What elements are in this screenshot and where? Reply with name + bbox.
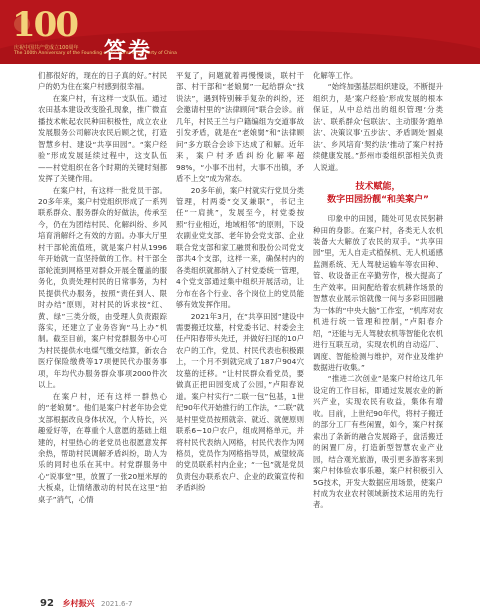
article-column-2: [176, 70, 304, 494]
page-header: [0, 0, 480, 64]
section-title: 答卷: [104, 39, 153, 64]
section-subheading: [313, 181, 443, 207]
paragraph: 20多年前，案户村就实行党员分类管理，村两委“交叉兼职”，书记主任“一肩挑”，发展至今，村党委按照“行业相近，地域相邻”的原则，下设农副业党支部、老年协会党支部、企业联合党支部和家工融贯和股份公司党支部共4个支部，这样一来，确保村内的各类组织就都纳入了村党委统一管理，4个党支部通过集中组织开展活动，让分布在各个行业、各个岗位上的党员能够有效发挥作用。: [176, 185, 304, 310]
centenary-logo-caption-en: The 100th Anniversary of the Founding of the Communist Party of China: [14, 51, 177, 56]
subheading-line-1: 技术赋能，: [355, 182, 401, 193]
subheading-line-2: 数字田园扮靓“和美案户”: [327, 195, 429, 206]
issue-date: 2021.6-7: [101, 600, 133, 608]
paragraph: 在案户村，还有这样一群热心的“老娘舅”。他们是案户村老年协会党支部根据改良身体状况，个人特长，兴趣爱好等，在尊重个人意愿的基础上组建的，村里热心的老党员也很愿意发挥余热，帮助村民调解矛盾纠纷，助人为乐的同时也乐在其中。村党群服务中心“说事堂”里，放置了一张20厘米厚的大板桌，让情绪激动的村民在这里“拍桌子”消气，心情: [38, 391, 167, 504]
centenary-logo-number: 100: [12, 5, 77, 45]
centenary-logo-caption: 庆祝中国共产党成立100周年: [14, 45, 79, 51]
paragraph: 们都很好的，现在的日子真的好。”村民户的奶为住在案户村感到很幸福。: [38, 71, 167, 92]
paragraph: 在案户村，有这样一支队伍。通过农田基本建设改变脸孔现象，推广微直播技术帐起农民种田积极性，成立农业发展服务公司解决农民后顾之忧，打造智慧乡村、建设“共享田园”。“案户经验”形成发展延续过程中，这支队伍——村党组织在各个时期的关键时刻都发挥了关键作用。: [38, 93, 167, 184]
paragraph: 2021年3月，在“共享田园”建设中需要搬迁坟墓，村党委书记、村委会主任卢阳春带头先迁，并做好扫尾的10户农户的工作，党员、村民代表也积极跟上，一个月不到就完成了187户904穴坟墓的迁移。“让村民群众看党员，要做真正把田园变成了公园，”卢阳春说道。案户村实行“二联一包”包基，1世纪90年代开始推行的工作法，“二联”就是村里党员按照就亲、就近、就便原则联系6~10户农户，组成网格单元，并将村民代表纳入网格，村民代表作为网格员，党员作为网格指导员，威望较高的党员联系村内企业；“一包”就是党员负责包办联系农户、企业的政策宣传和矛盾纠纷: [176, 311, 304, 493]
paragraph: 印象中的田园，随处可见农民躬耕种田的身影。在案户村，各类无人农机装备大大解放了农民的双手。“共享田园”里，无人自走式植保机、无人机遥感监测系统、无人驾驶运输车等农田种、管、收设备正在辛勤劳作，极大提高了生产效率。田间配给着农机耕作场景的智慧农业展示馆就像一间与多彩田园融为一体的“中央大脑”工作室，“机库对农机进行统一管理和控制，”卢阳春介绍，“还能与无人驾驶农机等智能化农机进行互联互动，实现农机的自动巡厂、调度、智能检测与维护，对作业及维护数据进行收集。”: [313, 214, 443, 372]
paragraph: 平复了，问题就着再慢慢谈，联村干部、村干部和“老娘舅”一起给群众“找说法”，遇到特别棘手复杂的纠纷，还会邀请村里的“法律顾问”联合会诊。前几年，村民王兰与户籍编组为交道事故引发矛盾，就是在“老娘舅”和“法律顾问”多方联合会诊下达成了和解。近年来，案户村矛盾纠纷化解率超98%，“小事不出村，大事不出镇，矛盾不上交”成为常态。: [176, 71, 304, 184]
paragraph: 在案户村，有这样一批党员干部。20多年来，案户村党组织形成了一系列联系群众、服务群众的好做法，传承至今，仍在为团结村民、化解纠纷、乡风培育消解纤之有效的方面。办事大厅里村干部轮流值班，就是案户村从1996年开始就一直坚持做的工作。村干部全部轮流到网格里对群众开展全覆盖的服务化，负责处理村民的日常事务，为村民提供代办服务，按照“责任到人、限时办结”原则，对村民的诉求按“红、黄、绿”三类分级，由受理人负责跟踪落实，还建立了业务咨询“马上办”机制。截至目前，案户村党群服务中心可为村民提供水电煤气缴交结算，新农合医疗保险缴费等17项便民代办服务事项，年均代办服务群众事项2000件次以上。: [38, 185, 167, 390]
magazine-name: 乡村振兴: [62, 599, 95, 608]
page-number: 92: [40, 598, 54, 609]
paragraph: 化解等工作。: [313, 71, 358, 80]
article-column-3: [313, 70, 443, 511]
article-column-1: [38, 70, 167, 505]
paragraph: “推进二次创业”是案户村给这几年设定的工作目标，即通过发展农业的新兴产业，实现农民有收益，集体有增收。目前，上世纪90年代，将村子搬迁的部分工厂有些闲置，如今，案户村探索出了条新的融合发展路子，盘活搬迁的闲置厂房，打造新型智慧农业产业园，结合观光旅游，吸引更多游客来到案户村体验农事乐趣，案户村积极引入5G技术，开发大数据应用场景，使案户村成为农业农村领域新技术运用的先行者。: [313, 374, 443, 510]
page-footer: [40, 598, 440, 610]
paragraph: “始终加强基层组织建设，不断提升组织力，是‘案户经验’形成发展的根本保证，从中总结出的组织管理‘分类法’、联系群众‘包联法’、主动服务‘跑单法’、决策议事‘五步法’、矛盾调处‘圆桌法’、乡风培育‘契约法’推动了案户村持续健康发展。”彭州市委组织部相关负责人说道。: [313, 82, 443, 172]
